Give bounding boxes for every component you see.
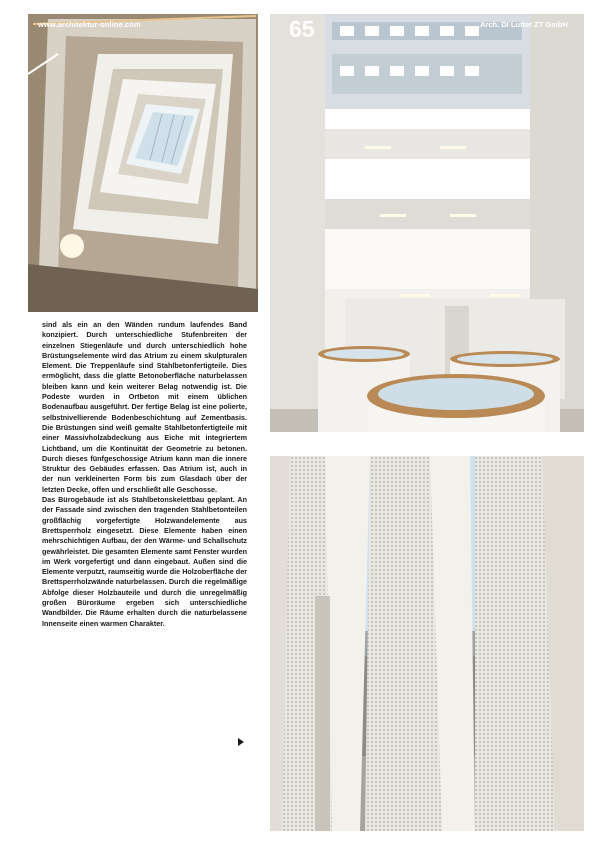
skylight-photo <box>28 14 258 312</box>
site-url: www.architektur-online.com <box>38 20 141 29</box>
article-paragraph: sind als ein an den Wänden rundum laufendes Band konzipiert. Durch unterschiedliche Stufenbreiten der einzelnen Stiegenläufe und durch unterschiedlich hohe Brüstungselemente wird das Atrium zu einem skulpturalen Element. Die Treppenläufe sind Stahlbetonfertigteile. Dies ermöglicht, dass die glatte Betonoberfläche naturbelassen bleiben kann und kein weiterer Belag notwendig ist. Die Podeste wurden in Ortbeton mit einem üblichen Bodenaufbau ausgeführt. Der fertige Belag ist eine polierte, selbstnivellierende Bodenbeschichtung auf Zementbasis. Die Brüstungen sind weiß gemalte Stahlbetonfertigteile mit einer Massivholzabdeckung aus Eiche mit integriertem Lichtband, um die Kontinuität der Geometrie zu betonen. Durch dieses fünfgeschossige Atrium kann man die innere Struktur des Gebäudes erfassen. Das Atrium ist, auch in der nun verkleinerten Form bis zum Glasdach über der letzten Decke, offen und erschließt alle Geschosse. <box>42 320 247 494</box>
article-paragraph: Das Bürogebäude ist als Stahlbetonskelettbau geplant. An der Fassade sind zwischen den tragenden Stahlbetonteilen großflächig vorgefertigte Holzwandelemente aus Brettsperrholz eingesetzt. Diese Elemente haben einen mehrschichtigen Aufbau, der den Wärme- und Schallschutz gewährleistet. Die gesamten Elemente samt Fenster wurden im Werk vorgefertigt und dann eingebaut. Außen sind die Elemente verputzt, raumseitig wurde die Holzoberfläche der Brettsperrholzwände naturbelassen. Durch die regelmäßige Abfolge dieser Holzbauteile und durch die unregelmäßig großen Büroräume ergeben sich unterschiedliche Wandbilder. Die Räume erhalten durch die naturbelassene Innenseite einen warmen Charakter. <box>42 495 247 628</box>
atrium-photo <box>270 14 584 432</box>
photo-credit: Arch. DI Lutter ZT GmbH <box>480 20 568 29</box>
end-of-article-triangle-icon <box>238 738 244 746</box>
facade-photo <box>270 456 584 831</box>
article-body <box>42 320 247 629</box>
page-number: 65 <box>289 16 315 42</box>
